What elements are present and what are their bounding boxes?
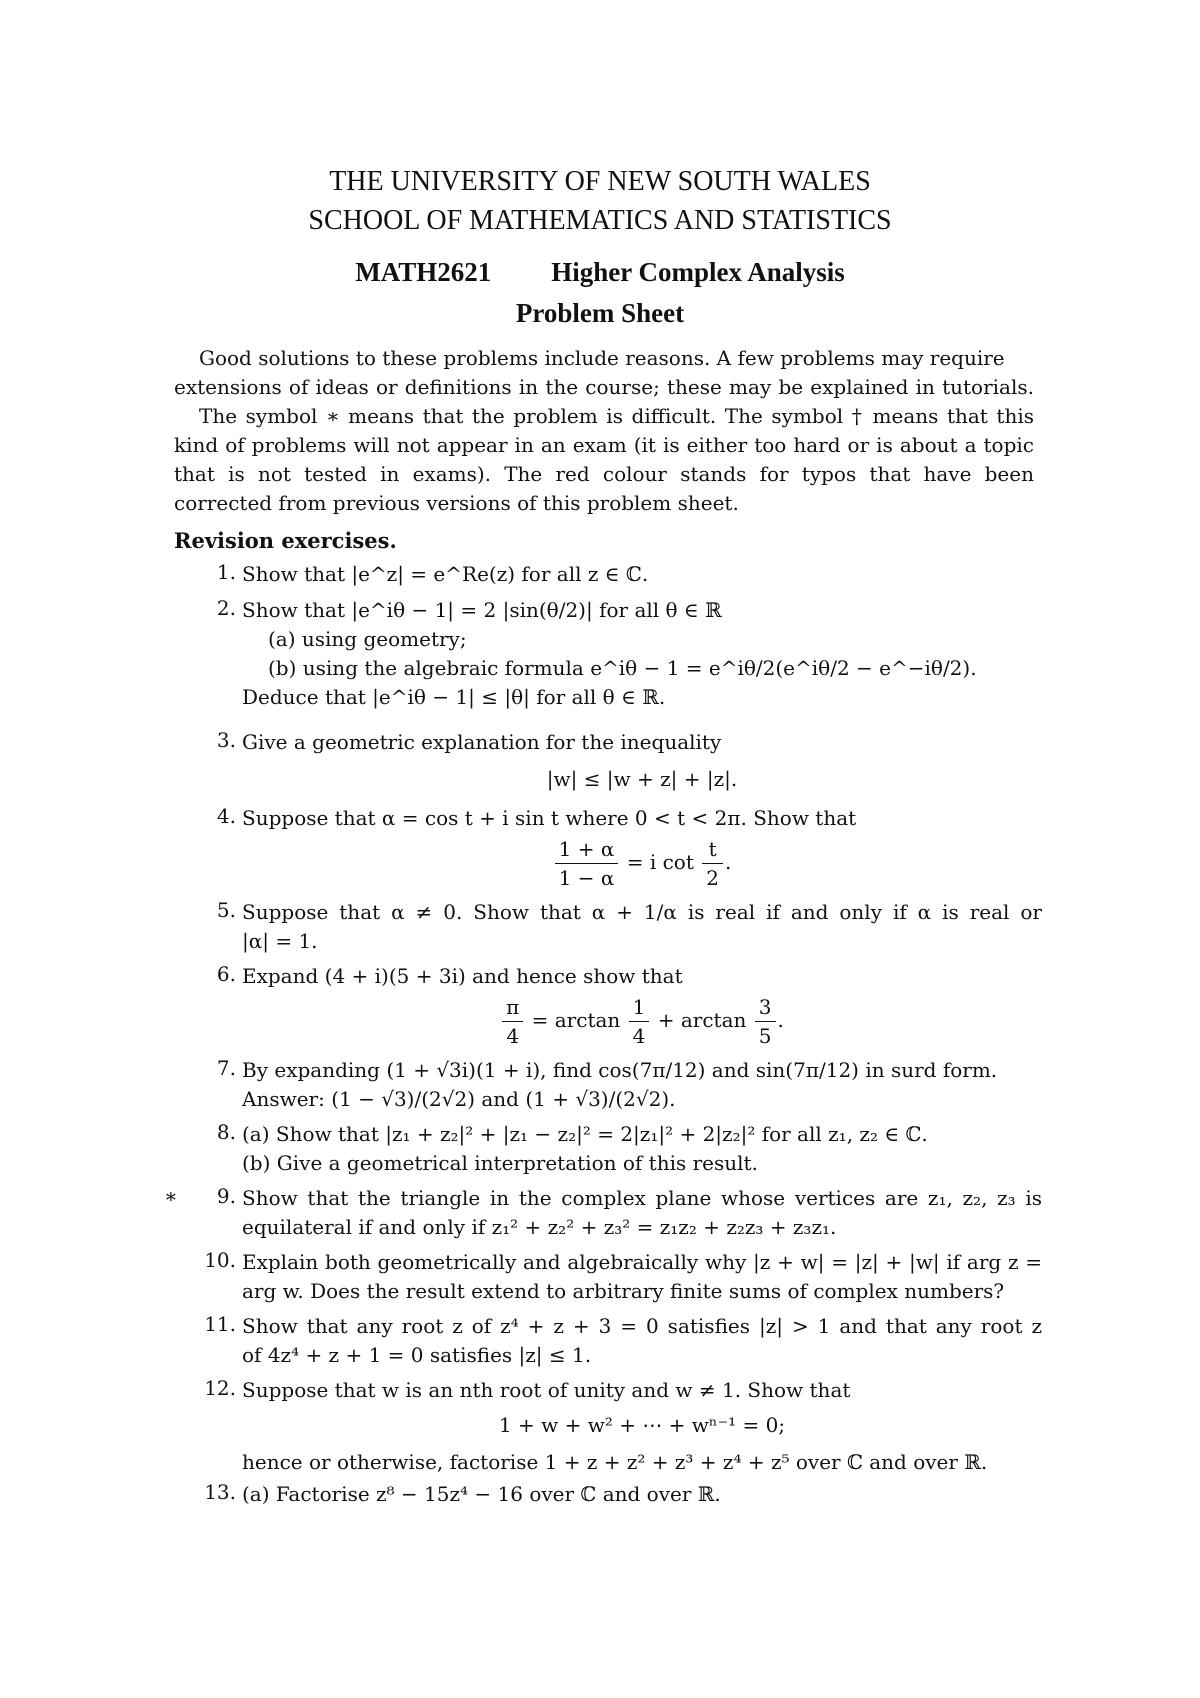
problem-7-line-1: By expanding (1 + √3i)(1 + i), find cos(7π/12) and sin(7π/12) in surd form. <box>242 1058 998 1082</box>
problem-number: 7. <box>216 1056 236 1080</box>
problem-number: 5. <box>216 898 236 922</box>
problem-6-statement: Expand (4 + i)(5 + 3i) and hence show that <box>242 964 683 988</box>
problem-8-part-a: (a) Show that |z₁ + z₂|² + |z₁ − z₂|² = 2|z₁|² + 2|z₂|² for all z₁, z₂ ∈ ℂ. <box>242 1122 928 1146</box>
intro-line-2: extensions of ideas or definitions in the course; these may be explained in tutorials. <box>174 375 1034 399</box>
problem-4-statement: Suppose that α = cos t + i sin t where 0 < t < 2π. Show that <box>242 806 857 830</box>
problem-number: 1. <box>216 560 236 584</box>
problem-2-statement: Show that |e^iθ − 1| = 2 |sin(θ/2)| for all θ ∈ ℝ <box>242 598 722 622</box>
problem-number: 12. <box>204 1376 236 1400</box>
problem-number: 13. <box>204 1480 236 1504</box>
problem-2-deduce: Deduce that |e^iθ − 1| ≤ |θ| for all θ ∈ ℝ. <box>242 685 666 709</box>
fraction <box>702 835 723 892</box>
problem-text <box>242 804 1042 892</box>
fraction <box>502 993 523 1050</box>
course-code: MATH2621 <box>355 257 492 287</box>
problem-text <box>242 898 1042 956</box>
numerator: 3 <box>755 993 776 1022</box>
numerator: 1 <box>629 993 650 1022</box>
equals-arctan: = arctan <box>531 1008 621 1032</box>
problem-text <box>242 1312 1042 1370</box>
problem-text: Show that |e^z| = e^Re(z) for all z ∈ ℂ. <box>242 562 649 586</box>
fraction <box>755 993 776 1050</box>
problem-6-formula <box>242 993 1042 1050</box>
problem-number: 10. <box>204 1248 236 1272</box>
fraction <box>629 993 650 1050</box>
fraction <box>555 835 619 892</box>
problem-7-answer: Answer: (1 − √3)/(2√2) and (1 + √3)/(2√2). <box>242 1087 676 1111</box>
problem-number: 4. <box>216 804 236 828</box>
problem-10-line-1: Explain both geometrically and algebraically why |z + w| = |z| + |w| if arg z = <box>242 1250 1042 1274</box>
problem-text <box>242 1248 1042 1306</box>
equals-icot: = i cot <box>626 850 694 874</box>
denominator: 4 <box>506 1024 520 1048</box>
problem-3-formula: |w| ≤ |w + z| + |z|. <box>546 767 738 791</box>
plus-arctan: + arctan <box>657 1008 747 1032</box>
problem-number: 2. <box>216 596 236 620</box>
problem-text <box>242 596 1042 712</box>
sheet-title: Problem Sheet <box>515 298 685 328</box>
problem-number: 11. <box>204 1312 236 1336</box>
problem-5-line-1: Suppose that α ≠ 0. Show that α + 1/α is real if and only if α is real or <box>242 900 1042 924</box>
problem-8-part-b: (b) Give a geometrical interpretation of this result. <box>242 1151 758 1175</box>
intro-text <box>174 344 1034 518</box>
problem-text <box>242 1184 1042 1242</box>
numerator: t <box>702 835 723 864</box>
section-title: Revision exercises. <box>174 528 397 553</box>
numerator: 1 + α <box>555 835 619 864</box>
problem-11-line-2: of 4z⁴ + z + 1 = 0 satisfies |z| ≤ 1. <box>242 1343 592 1367</box>
problem-number: 3. <box>216 728 236 752</box>
intro-line-1: Good solutions to these problems include reasons. A few problems may require <box>199 346 1005 370</box>
denominator: 2 <box>706 866 719 890</box>
problem-5-line-2: |α| = 1. <box>242 929 318 953</box>
intro-paragraph-2: The symbol ∗ means that the problem is difficult. The symbol † means that this kind of problems will not appear in an exam (it is either too hard or is about a topic that is not tested in exams). The red colour stands for typos that have been corrected from previous versions of this problem sheet. <box>174 404 1034 515</box>
school-name: SCHOOL OF MATHEMATICS AND STATISTICS <box>308 205 892 236</box>
problem-9-line-2: equilateral if and only if z₁² + z₂² + z₃² = z₁z₂ + z₂z₃ + z₃z₁. <box>242 1215 837 1239</box>
difficult-star-icon: ∗ <box>164 1184 178 1208</box>
problem-text <box>242 1376 1042 1477</box>
problem-2-part-b: (b) using the algebraic formula e^iθ − 1 = e^iθ/2(e^iθ/2 − e^−iθ/2). <box>268 656 977 680</box>
problem-number: 9. <box>216 1184 236 1208</box>
problem-10-line-2: arg w. Does the result extend to arbitrary finite sums of complex numbers? <box>242 1279 1005 1303</box>
period: . <box>777 1008 784 1032</box>
problem-text <box>242 1056 1042 1114</box>
problem-number: 6. <box>216 962 236 986</box>
problem-3-statement: Give a geometric explanation for the inequality <box>242 730 722 754</box>
period: . <box>724 850 732 874</box>
problem-text <box>242 1480 1042 1509</box>
problem-text <box>242 962 1042 1050</box>
numerator: π <box>502 993 523 1022</box>
problem-11-line-1: Show that any root z of z⁴ + z + 3 = 0 satisfies |z| > 1 and that any root z <box>242 1314 1042 1338</box>
problem-text <box>242 1120 1042 1178</box>
problem-number: 8. <box>216 1120 236 1144</box>
denominator: 4 <box>632 1024 646 1048</box>
course-title: Higher Complex Analysis <box>551 257 845 287</box>
problem-4-formula <box>242 835 1042 892</box>
problem-12-formula: 1 + w + w² + ⋯ + wⁿ⁻¹ = 0; <box>498 1413 786 1437</box>
problem-text <box>242 728 1042 794</box>
problem-2-part-a: (a) using geometry; <box>268 627 467 651</box>
problem-13-part-a: (a) Factorise z⁸ − 15z⁴ − 16 over ℂ and over ℝ. <box>242 1482 721 1506</box>
problem-12-line-1: Suppose that w is an nth root of unity and w ≠ 1. Show that <box>242 1378 851 1402</box>
denominator: 1 − α <box>558 866 615 890</box>
course-heading <box>0 257 1200 288</box>
university-name: THE UNIVERSITY OF NEW SOUTH WALES <box>329 166 871 197</box>
problem-9-line-1: Show that the triangle in the complex plane whose vertices are z₁, z₂, z₃ is <box>242 1186 1042 1210</box>
denominator: 5 <box>758 1024 772 1048</box>
problem-12-line-3: hence or otherwise, factorise 1 + z + z² + z³ + z⁴ + z⁵ over ℂ and over ℝ. <box>242 1450 988 1474</box>
